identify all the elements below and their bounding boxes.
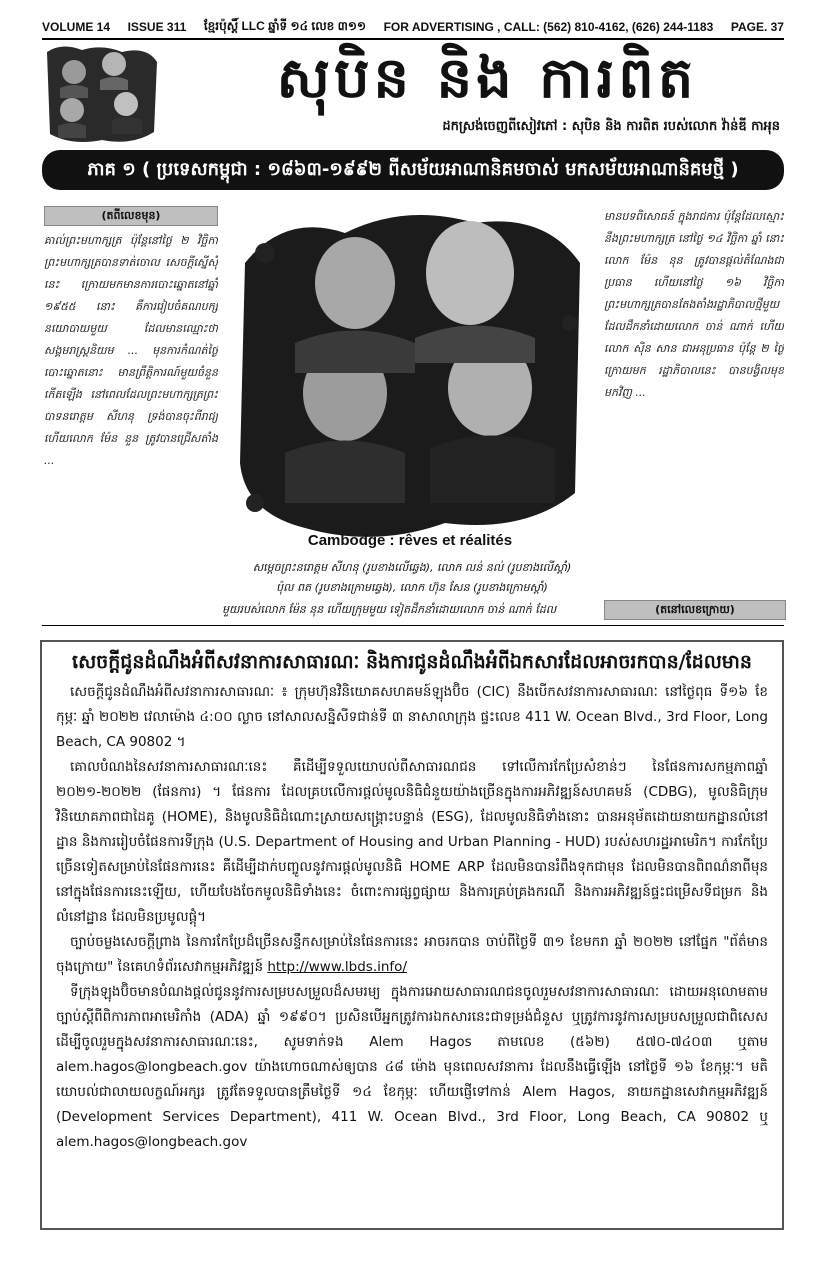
notice-paragraph-2: គោលបំណងនៃសវនាការសាធារណៈនេះ គឺដើម្បីទទួលយោបល់ពីសាធារណជន ទៅលើការកែប្រែសំខាន់ៗ នៃផែនការសកម្មភាពឆ្នាំ ២០២១-២០២២ (ផែនការ) ។ ផែនការ ដែលគ្របលើការផ្តល់មូលនិធិជំនួយយ៉ាងច្រើនក្នុងការអភិវឌ្ឍន៍សហគមន៍ (CDBG), មូលនិធិក្រុមវិនិយោគភាពជាដៃគូ (HOME), និងមូលនិធិដំណោះស្រាយសង្គ្រោះបន្ទាន់ (ESG), ដែលមូលនិធិទាំងនោះ បានអនុម័តដោយនាយកដ្ឋានលំនៅដ្ឋាន និងការរៀបចំផែនការទីក្រុង (U.S. Department of Housing and Urban Planning - HUD) របស់សហរដ្ឋអាមេរិក។ ការកែប្រែច្រើនទៀតសម្រាប់នៃផែនការនេះ គឺដើម្បីដាក់បញ្ចូលនូវការផ្តល់មូលនិធិ HOME ARP ដែលមិនបានរំពឹងទុកជាមុន ដែលមិនបានពិពណ៌នាពីមុននៅក្នុងផែនការនេះឡើយ, ហើយបែងចែកមូលនិធិទាំងនេះ ចំពោះការផ្សព្វផ្សាយ និងការគ្រប់គ្រងករណី និងការអភិវឌ្ឍន៍ផ្ទះជម្រើសទីជម្រក និងលំនៅដ្ឋាន ដែលមិនប្រមូលផ្តុំ។ [56,759,768,925]
photo-caption-line-2: ប៉ុល ពត (រូបខាងក្រោមឆ្វេង), លោក ហ៊ុន សែន (រូបខាងក្រោមស្តាំ) [276,581,548,594]
issue-label: ISSUE 311 [127,20,187,34]
continued-next-tag: (តនៅលេខក្រោយ) [604,600,786,620]
section-banner: ភាគ ១ ( ប្រទេសកម្ពុជា : ១៨៦៣-១៩៩២ ពីសម័យអាណានិគមចាស់ មកសម័យអាណានិគមថ្មី ) [42,150,784,190]
article-photo [225,203,595,555]
top-divider [42,38,784,40]
masthead-photo-collage [42,42,160,146]
article-continuation-line: មួយរបស់លោក ម៉ែន នុន ហើយក្រុមមួយ ទៀតដឹកនាំដោយលោក ចាន់ ណាក់ ដែល [222,603,557,616]
notice-paragraph-3-text: ច្បាប់ចម្លងសេចក្តីព្រាង នៃការកែប្រែដ៏ច្រើនសន្ទឹកសម្រាប់នៃផែនការនេះ អាចរកបាន ចាប់ពីថ្ងៃទី ៣១ ខែមករា ឆ្នាំ ២០២២ នៅផ្នែក "ព័ត៌មានចុងក្រោយ" នៃគេហទំព័រសេវាកម្មអភិវឌ្ឍន៍ [56,934,768,975]
notice-title: សេចក្តីជូនដំណឹងអំពីសវនាការសាធារណៈ និងការជូនដំណឹងអំពីឯកសារដែលអាចរកបាន/ដែលមាន [72,651,752,673]
notice-paragraph-1: សេចក្តីជូនដំណឹងអំពីសវនាការសាធារណៈ ៖ ក្រុមហ៊ុនវិនិយោគសហគមន៍ឡុងប៊ិច (CIC) នឹងបើកសវនាការសាធារណៈ នៅថ្ងៃពុធ ទី១៦ ខែកុម្ភៈ ឆ្នាំ ២០២២ វេលាម៉ោង ៤:០០ ល្ងាច នៅសាលសន្និសីទជាន់ទី ៣ នាសាលាក្រុង ផ្ទះលេខ 411 W. Ocean Blvd., 3rd Floor, Long Beach, CA 90802 ។ [56,684,768,750]
volume-label: VOLUME 14 [42,20,111,34]
notice-paragraph-3 [56,930,768,980]
lbds-website-link[interactable]: http://www.lbds.info/ [267,959,407,975]
masthead-title: សុបិន និង ការពិត [276,46,698,111]
photo-caption-label: Cambodge : rêves et réalités [307,532,513,549]
page-number: PAGE. 37 [730,20,784,34]
continued-from-tag: (តពីលេខមុន) [44,206,218,226]
publisher-label: ខ្មែរប៉ុស្តិ៍ LLC ឆ្នាំទី ១៤ លេខ ៣១១ [203,19,367,33]
masthead-subtitle: ដកស្រង់ចេញពីសៀវភៅ : សុបិន និង ការពិត របស់លោក វ៉ាន់ឌី កាអុន [442,119,780,134]
right-article-column: មានបទពិសោធន៍ ក្នុងរាជការ ប៉ុន្តែដែលស្មោះនឹងព្រះមហាក្សត្រ នៅថ្ងៃ ១៤ វិច្ឆិកា ឆ្នាំ នោះ លោក ម៉ែន នុន ត្រូវបានផ្តល់តំណែងជាប្រធាន ហើយនៅថ្ងៃ ១៦ វិច្ឆិកា ព្រះមហាក្សត្របានតែងតាំងរដ្ឋាភិបាលថ្មីមួយ ដែលដឹកនាំដោយលោក ចាន់ ណាក់ ហើយលោក ស៊ិន សាន ជាអនុប្រធាន ប៉ុន្តែ ២ ថ្ងៃក្រោយមក រដ្ឋាភិបាលនេះ បានបង្វិលមុខមកវិញ ... [604,210,784,399]
top-info-bar [42,14,784,40]
public-notice-box [40,640,784,1230]
left-article-column: គាល់ព្រះមហាក្សត្រ ប៉ុន្តែនៅថ្ងៃ ២ វិច្ឆិកា ព្រះមហាក្សត្របានទាត់ចោល សេចក្តីស្នើសុំនេះ ក្រោយមកមានការបោះឆ្នោតនៅឆ្នាំ ១៩៥៥ នោះ គឺការរៀបចំគណបក្សនយោបាយមួយ ដែលមានឈ្មោះថា សង្គមរាស្ត្រនិយម ... មុនការកំណត់ថ្ងៃបោះឆ្នោតនោះ មានព្រឹត្តិការណ៍មួយចំនួនកើតឡើង នៅពេលដែលព្រះមហាក្សត្រព្រះបាទនរោត្តម សីហនុ ទ្រង់បានចុះពីរាជ្យ ហើយលោក ម៉ែន នួន ត្រូវបានជ្រើសតាំង ... [44,234,218,467]
notice-paragraph-4: ទីក្រុងឡុងប៊ិចមានបំណងផ្តល់ជូននូវការសម្របសម្រួលដ៏សមរម្យ ក្នុងការអោយសាធារណជនចូលរួមសវនាការសាធារណៈ ដោយអនុលោមតាមច្បាប់ស្តីពីពិការភាពអាមេរិកាំង (ADA) ឆ្នាំ ១៩៩០។ ប្រសិនបើអ្នកត្រូវការឯកសារនេះជាទម្រង់ជំនួស ឬត្រូវការនូវការសម្របសម្រួលជាពិសេស ដើម្បីចូលរួមក្នុងសវនាការសាធារណៈនេះ, សូមទាក់ទង Alem Hagos តាមលេខ (៥៦២) ៥៧០-៧៤០៣ ឬតាម alem.hagos@longbeach.gov យ៉ាងហោចណាស់ឲ្យបាន ៤៨ ម៉ោង មុនពេលសវនាការ ដែលនឹងធ្វើឡើង នៅថ្ងៃទី ១៦ ខែកុម្ភៈ។ មតិយោបល់ជាលាយលក្ខណ៍អក្សរ ត្រូវតែទទួលបានត្រឹមថ្ងៃទី ១៤ ខែកុម្ភៈ ហើយផ្ញើទៅកាន់ Alem Hagos, នាយកដ្ឋានសេវាកម្មអភិវឌ្ឍន៍ (Development Services Department), 411 W. Ocean Blvd., 3rd Floor, Long Beach, CA 90802 ឬ alem.hagos@longbeach.gov [56,984,768,1150]
section-divider [42,625,784,626]
photo-caption-line-1: សម្តេចព្រះនរោត្តម សីហនុ (រូបខាងលើឆ្វេង), លោក លន់ នល់ (រូបខាងលើស្តាំ) [252,561,572,574]
advertising-label: FOR ADVERTISING , CALL: (562) 810-4162, (626) 244-1183 [383,20,714,34]
photo-caption [230,558,594,598]
